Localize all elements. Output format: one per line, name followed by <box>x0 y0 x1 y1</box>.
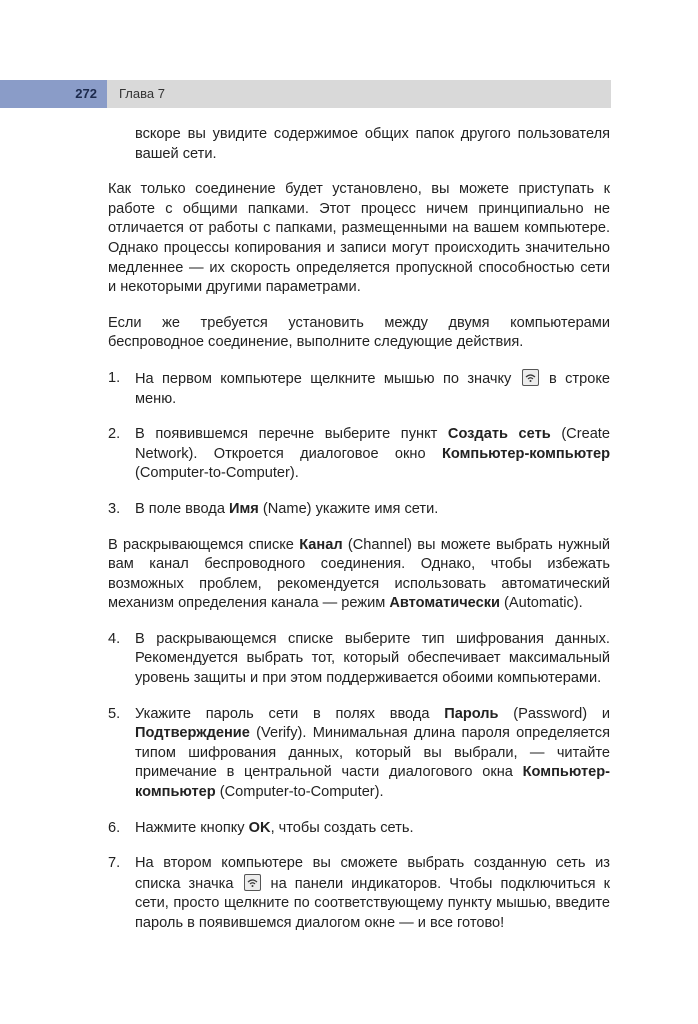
steps-list-2 <box>108 630 610 934</box>
list-item: 6. Нажмите кнопку OK, чтобы создать сеть. <box>108 819 414 836</box>
list-item: 3. В поле ввода Имя (Name) укажите имя сети. <box>108 500 439 517</box>
list-item: 2. В появившемся перечне выберите пункт Создать сеть (Create Network). Откроется диалоговое окно Компьютер-компьютер (Computer-to-Computer). <box>108 426 610 482</box>
wifi-icon <box>244 874 261 891</box>
page-number: 272 <box>0 80 107 108</box>
chapter-title: Глава 7 <box>119 86 165 101</box>
continued-text: вскоре вы увидите содержимое общих папок другого пользователя вашей сети. <box>135 126 610 162</box>
paragraph-wireless-intro: Если же требуется установить между двумя компьютерами беспроводное соединение, выполните следующие действия. <box>108 314 610 351</box>
list-item: 4. В раскрывающемся списке выберите тип шифрования данных. Рекомендуется выбрать тот, который обеспечивает максимальный уровень защиты и при этом поддерживается обоими компьютерами. <box>108 630 610 687</box>
paragraph-connection: Как только соединение будет установлено, вы можете приступать к работе с общими папками. Этот процесс ничем принципиально не отличается от работы с папками, размещенными на вашем компьютере. Однако процессы копирования и записи могут происходить значительно медленнее — их скорость определяется пропускной способностью сети и некоторыми другими параметрами. <box>108 181 610 296</box>
steps-list-1 <box>108 369 610 520</box>
running-header <box>0 80 611 108</box>
paragraph-channel: В раскрывающемся списке Канал (Channel) вы можете выбрать нужный вам канал беспроводного соединения. Однако, чтобы избежать возможных проблем, рекомендуется использовать автоматический механизм определения канала — режим Автоматически (Automatic). <box>108 536 610 612</box>
list-item: 5. Укажите пароль сети в полях ввода Пароль (Password) и Подтверждение (Verify). Минимальная длина пароля определяется типом шифрования данных, который вы выбрали, — читайте примечание в центральной части диалогового окна Компьютер-компьютер (Computer-to-Computer). <box>108 705 610 801</box>
page-body <box>108 125 610 950</box>
wifi-icon <box>522 369 539 386</box>
list-item: 1. На первом компьютере щелкните мышью по значку в строке меню. <box>108 369 611 407</box>
list-item: 7. На втором компьютере вы сможете выбрать созданную сеть из списка значка на панели индикаторов. Чтобы подключиться к сети, просто щелкните по соответствующему пункту мышью, введите пароль в появившемся диалогом окне — и все готово! <box>108 855 610 931</box>
